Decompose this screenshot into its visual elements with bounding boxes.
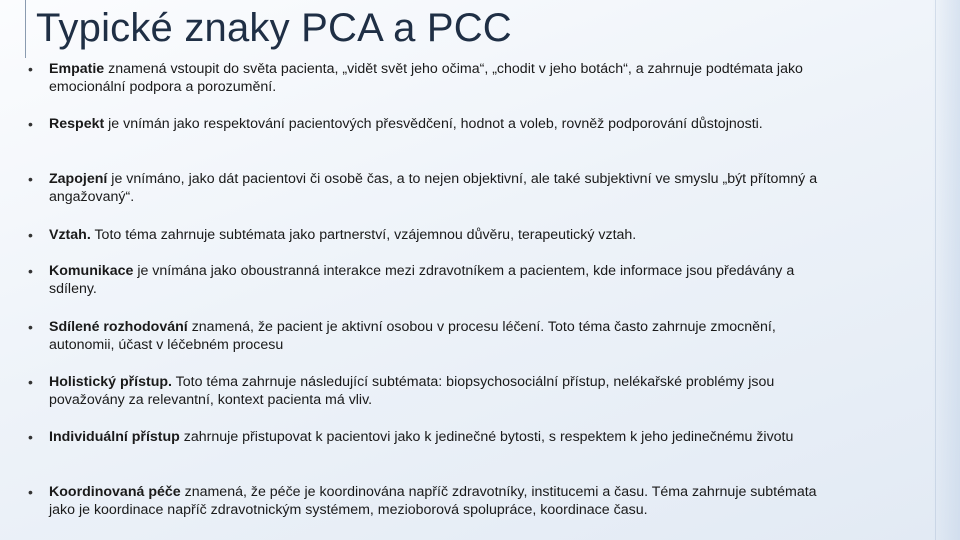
item-description: znamená, že péče je koordinována napříč zdravotníky, institucemi a času. Téma zahrnuje subtémata jako je koordinace napříč zdravotnickým systémem, mezioborová spolupráce, koordinace času. <box>49 484 817 518</box>
item-description: znamená vstoupit do světa pacienta, „vidět svět jeho očima“, „chodit v jeho botách“, a zahrnuje podtémata jako emocionální podpora a porozumění. <box>49 61 803 95</box>
list-item-text <box>49 428 819 446</box>
list-item-text <box>49 60 819 96</box>
bullet-icon: • <box>28 319 33 335</box>
bullet-icon: • <box>28 374 33 390</box>
list-item-text <box>49 226 819 244</box>
bullet-icon: • <box>28 484 33 500</box>
item-description: je vnímána jako oboustranná interakce mezi zdravotníkem a pacientem, kde informace jsou předávány a sdíleny. <box>49 263 795 297</box>
item-term: Koordinovaná péče <box>49 484 181 500</box>
list-item-text <box>49 318 819 354</box>
list-item-text <box>49 115 819 133</box>
item-term: Holistický přístup. <box>49 374 172 390</box>
item-term: Empatie <box>49 61 105 77</box>
item-term: Sdílené rozhodování <box>49 319 188 335</box>
bullet-icon: • <box>28 171 33 187</box>
title-accent-line <box>25 0 26 58</box>
bullet-icon: • <box>28 429 33 445</box>
decorative-side-line <box>935 0 936 540</box>
item-term: Respekt <box>49 116 105 132</box>
list-item-text <box>49 483 819 519</box>
list-item-text <box>49 262 819 298</box>
bullet-icon: • <box>28 227 33 243</box>
item-description: je vnímán jako respektování pacientových přesvědčení, hodnot a voleb, rovněž podporování důstojnosti. <box>104 116 763 132</box>
item-term: Komunikace <box>49 263 134 279</box>
item-description: zahrnuje přistupovat k pacientovi jako k jedinečné bytosti, s respektem k jeho jedinečnému životu <box>179 429 794 445</box>
item-description: znamená, že pacient je aktivní osobou v procesu léčení. Toto téma často zahrnuje zmocnění, autonomii, účast v léčebném procesu <box>49 319 776 353</box>
item-description: Toto téma zahrnuje následující subtémata: biopsychosociální přístup, nelékařské problémy jsou považovány za relevantní, kontext pacienta má vliv. <box>49 374 775 408</box>
list-item-text <box>49 170 819 206</box>
item-term: Vztah. <box>49 227 91 243</box>
item-description: je vnímáno, jako dát pacientovi či osobě čas, a to nejen objektivní, ale také subjektivní ve smyslu „být přítomný a angažovaný“. <box>49 171 818 205</box>
item-description: Toto téma zahrnuje subtémata jako partnerství, vzájemnou důvěru, terapeutický vztah. <box>90 227 637 243</box>
decorative-side-band <box>932 0 960 540</box>
bullet-icon: • <box>28 116 33 132</box>
bullet-icon: • <box>28 263 33 279</box>
list-item-text <box>49 373 819 409</box>
slide-title: Typické znaky PCA a PCC <box>36 6 512 50</box>
item-term: Zapojení <box>49 171 108 187</box>
item-term: Individuální přístup <box>49 429 180 445</box>
bullet-icon: • <box>28 61 33 77</box>
